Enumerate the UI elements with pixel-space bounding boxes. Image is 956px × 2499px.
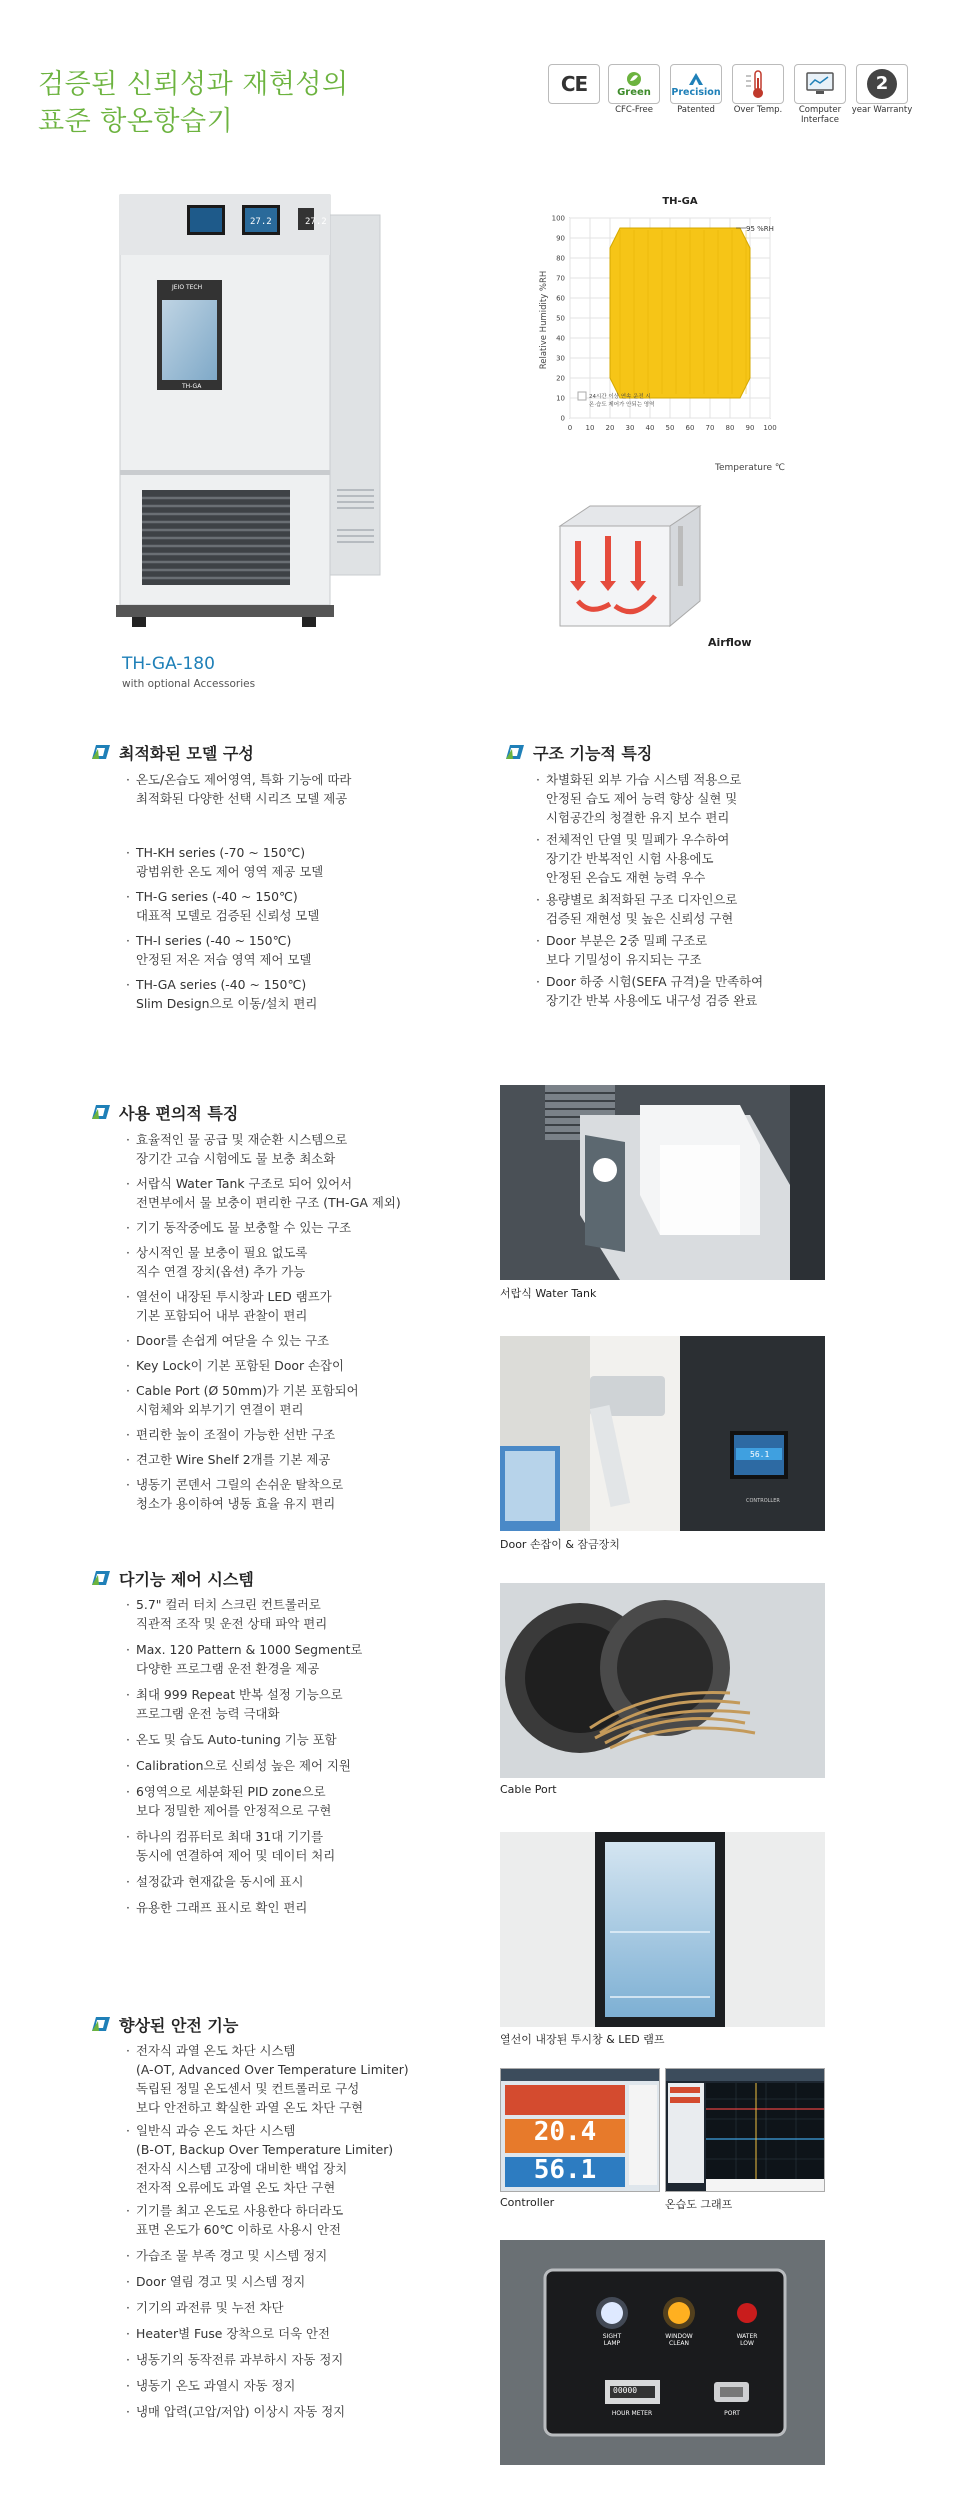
list-item: · 냉동기 콘덴서 그릴의 손쉬운 탈착으로 청소가 용이하여 냉동 효율 유지 편리 (126, 1475, 506, 1513)
range-chart (530, 190, 810, 480)
green-leaf-icon: Green (608, 64, 660, 104)
chart-y-tick-label: 20 (556, 374, 565, 383)
door-label: TH-GA (182, 383, 202, 390)
humidity-readout: 56.1 (533, 2155, 597, 2185)
list-item: · 가습조 물 부족 경고 및 시스템 정지 (126, 2246, 506, 2265)
window-caption: 열선이 내장된 투시창 & LED 램프 (500, 2033, 665, 2046)
optimized-list (126, 843, 456, 1013)
cable-port-caption: Cable Port (500, 1783, 557, 1796)
door-handle-photo (500, 1336, 825, 1531)
chart-x-tick-label: 30 (625, 424, 635, 432)
controller-panel-value: 56.1 (750, 1450, 770, 1459)
chart-x-tick-label: 20 (605, 424, 615, 432)
window-clean-label: WINDOW CLEAN (665, 2333, 693, 2347)
list-item: · Heater별 Fuse 장착으로 더욱 안전 (126, 2324, 506, 2343)
green-badge: Green CFC-Free (608, 64, 660, 120)
computer-badge: Computer Interface (794, 64, 846, 120)
chart-x-tick-label: 70 (705, 424, 715, 432)
section-marker-icon (92, 745, 110, 759)
list-item: · 설정값과 현재값을 동시에 표시 (126, 1872, 506, 1891)
chart-legend-swatch (578, 392, 586, 400)
control-list (126, 1595, 506, 1917)
list-item: · 기기의 과전류 및 누전 차단 (126, 2298, 506, 2317)
chart-y-tick-label: 60 (556, 294, 565, 303)
list-item: · TH-G series (-40 ~ 150℃) 대표적 모델로 검증된 신뢰성 모델 (126, 887, 456, 925)
list-item: · 냉매 압력(고압/저압) 이상시 자동 정지 (126, 2402, 506, 2421)
chart-y-tick-label: 0 (560, 414, 565, 423)
list-item: · Calibration으로 신뢰성 높은 제어 지원 (126, 1756, 506, 1775)
over-temp-badge: Over Temp. (732, 64, 784, 120)
list-item: · Cable Port (Ø 50mm)가 기본 포함되어 시험체와 외부기기 연결이 편리 (126, 1381, 506, 1419)
structure-list (536, 770, 886, 1010)
list-item: · Key Lock이 기본 포함된 Door 손잡이 (126, 1356, 506, 1375)
list-item: · TH-I series (-40 ~ 150℃) 안정된 저온 저습 영역 제어 모델 (126, 931, 456, 969)
airflow-label: Airflow (708, 636, 752, 649)
chart-y-tick-label: 70 (556, 274, 565, 283)
list-item: · 냉동기 온도 과열시 자동 정지 (126, 2376, 506, 2395)
section-structure-title: 구조 기능적 특징 (506, 741, 652, 763)
warranty-icon: 2 (856, 64, 908, 104)
model-name: TH-GA-180 (122, 654, 215, 674)
window-photo (500, 1832, 825, 2027)
door-handle-caption: Door 손잡이 & 잠금장치 (500, 1538, 620, 1551)
chart-y-tick-label: 40 (556, 334, 565, 343)
list-item: · 전체적인 단열 및 밀폐가 우수하여 장기간 반복적인 시험 사용에도 안정된 온습도 재현 능력 우수 (536, 830, 886, 887)
chart-y-tick-label: 100 (551, 214, 565, 223)
list-item: · 차별화된 외부 가습 시스템 적용으로 안정된 습도 제어 능력 향상 실현 및 시험공간의 청결한 유지 보수 편리 (536, 770, 886, 827)
chart-x-tick-label: 60 (685, 424, 695, 432)
list-item: · Door 하중 시험(SEFA 규격)을 만족하여 장기간 반복 사용에도 내구성 검증 완료 (536, 972, 886, 1010)
section-marker-icon (92, 2017, 110, 2031)
chart-xlabel: Temperature ℃ (715, 463, 785, 473)
water-tank-caption: 서랍식 Water Tank (500, 1287, 597, 1300)
chart-y-tick-label: 10 (556, 394, 565, 403)
list-item: · Door 열림 경고 및 시스템 정지 (126, 2272, 506, 2291)
list-item: · 유용한 그래프 표시로 확인 편리 (126, 1898, 506, 1917)
control-panel-photo (500, 2240, 825, 2465)
section-marker-icon (92, 1571, 110, 1585)
list-item: · TH-KH series (-70 ~ 150℃) 광범위한 온도 제어 영역 제공 모델 (126, 843, 456, 881)
list-item: · TH-GA series (-40 ~ 150℃) Slim Design으로 이동/설치 편리 (126, 975, 456, 1013)
list-item: · 효율적인 물 공급 및 재순환 시스템으로 장기간 고습 시험에도 물 보충 최소화 (126, 1130, 506, 1168)
safety-list (126, 2041, 506, 2421)
list-item: · 5.7" 컬러 터치 스크린 컨트롤러로 직관적 조작 및 운전 상태 파악 편리 (126, 1595, 506, 1633)
airflow-diagram (550, 496, 740, 646)
section-marker-icon (506, 745, 524, 759)
chart-y-tick-label: 30 (556, 354, 565, 363)
list-item: · 일반식 과승 온도 차단 시스템 (B-OT, Backup Over Temperature Limiter) 전자식 시스템 고장에 대비한 백업 장치 전자적 오류에도 과열 온도 차단 구현 (126, 2121, 506, 2197)
thermometer-icon (732, 64, 784, 104)
list-item: · 냉동기의 동작전류 과부하시 자동 정지 (126, 2350, 506, 2369)
list-item: · Door 부분은 2중 밀폐 구조로 보다 기밀성이 유지되는 구조 (536, 931, 886, 969)
ce-badge (548, 64, 600, 120)
chart-y-tick-label: 50 (556, 314, 565, 323)
chart-legend-text: 온·습도 제어가 안되는 영역 (589, 402, 655, 408)
list-item: · 6영역으로 세분화된 PID zone으로 보다 정밀한 제어를 안정적으로 구현 (126, 1782, 506, 1820)
list-item: · 기기를 최고 온도로 사용한다 하더라도 표면 온도가 60℃ 이하로 사용시 안전 (126, 2201, 506, 2239)
chart-x-tick-label: 0 (567, 424, 573, 432)
chart-legend-text: 24시간 이상 연속 운전 시 (589, 394, 651, 400)
list-item: · 견고한 Wire Shelf 2개를 기본 제공 (126, 1450, 506, 1469)
optimized-intro (126, 770, 456, 808)
section-control-title: 다기능 제어 시스템 (92, 1567, 254, 1589)
section-safety-title: 향상된 안전 기능 (92, 2013, 238, 2035)
hour-meter-label: HOUR METER (611, 2410, 653, 2417)
chart-y-tick-label: 80 (556, 254, 565, 263)
computer-icon (794, 64, 846, 104)
list-item: · 최대 999 Repeat 반복 설정 기능으로 프로그램 운전 능력 극대화 (126, 1685, 506, 1723)
hour-meter-value: 00000 (613, 2386, 638, 2395)
warranty-badge: 2 year Warranty (856, 64, 908, 120)
page-title: 검증된 신뢰성과 재현성의 표준 항온항습기 (38, 69, 349, 137)
chart-x-tick-label: 100 (763, 424, 777, 432)
section-marker-icon (92, 1105, 110, 1119)
list-item: · 기기 동작중에도 물 보충할 수 있는 구조 (126, 1218, 506, 1237)
chart-x-tick-label: 80 (725, 424, 735, 432)
chart-x-tick-label: 90 (745, 424, 755, 432)
list-item: · 서랍식 Water Tank 구조로 되어 있어서 전면부에서 물 보충이 편리한 구조 (TH-GA 제외) (126, 1174, 506, 1212)
precision-badge: Precision Patented (670, 64, 722, 120)
cable-port-photo (500, 1583, 825, 1778)
model-subtitle: with optional Accessories (122, 678, 256, 690)
list-item: · Max. 120 Pattern & 1000 Segment로 다양한 프로그램 운전 환경을 제공 (126, 1640, 506, 1678)
product-image (112, 190, 402, 640)
convenience-list (126, 1130, 506, 1513)
list-item: · 편리한 높이 조절이 가능한 선반 구조 (126, 1425, 506, 1444)
chart-y-tick-label: 90 (556, 234, 565, 243)
section-convenience-title: 사용 편의적 특징 (92, 1101, 238, 1123)
ce-icon: CE (548, 64, 600, 104)
chart-x-tick-label: 50 (665, 424, 675, 432)
graph-caption: 온습도 그래프 (665, 2198, 733, 2211)
list-item: · 온도/온습도 제어영역, 특화 기능에 따라 최적화된 다양한 선택 시리즈 모델 제공 (126, 770, 456, 808)
chart-title: TH-GA (662, 196, 698, 207)
controller-label: CONTROLLER (746, 1498, 780, 1504)
controller-caption: Controller (500, 2196, 555, 2209)
water-tank-photo (500, 1085, 825, 1280)
port-label: PORT (724, 2410, 740, 2417)
chart-operating-area (610, 228, 750, 398)
section-optimized-title: 최적화된 모델 구성 (92, 741, 254, 763)
list-item: · 상시적인 물 보충이 필요 없도록 직수 연결 장치(옵션) 추가 가능 (126, 1243, 506, 1281)
precision-icon: Precision (670, 64, 722, 104)
sight-lamp-label: SIGHT LAMP (602, 2333, 622, 2347)
controller-screen (500, 2068, 660, 2192)
chart-ylabel: Relative Humidity %RH (539, 270, 549, 370)
brand-label: JEIO TECH (172, 284, 203, 291)
screen-readout-1: 27.2 (305, 217, 327, 227)
list-item: · Door를 손쉽게 여닫을 수 있는 구조 (126, 1331, 506, 1350)
list-item: · 하나의 컴퓨터로 최대 31대 기기를 동시에 연결하여 제어 및 데이터 처리 (126, 1827, 506, 1865)
chart-x-tick-label: 10 (585, 424, 595, 432)
list-item: · 용량별로 최적화된 구조 디자인으로 검증된 재현성 및 높은 신뢰성 구현 (536, 890, 886, 928)
list-item: · 열선이 내장된 투시창과 LED 램프가 기본 포함되어 내부 관찰이 편리 (126, 1287, 506, 1325)
graph-screen (665, 2068, 825, 2192)
list-item: · 전자식 과열 온도 차단 시스템 (A-OT, Advanced Over Temperature Limiter) 독립된 정밀 온도센서 및 컨트롤러로 구성 보다 안전하고 확실한 과열 온도 차단 구현 (126, 2041, 506, 2117)
screen-readout-2: 27.2 (250, 217, 272, 227)
temp-readout: 20.4 (533, 2117, 597, 2147)
water-low-label: WATER LOW (736, 2333, 758, 2347)
chart-x-tick-label: 40 (645, 424, 655, 432)
chart-annotation: 95 %RH (746, 225, 774, 233)
list-item: · 온도 및 습도 Auto-tuning 기능 포함 (126, 1730, 506, 1749)
